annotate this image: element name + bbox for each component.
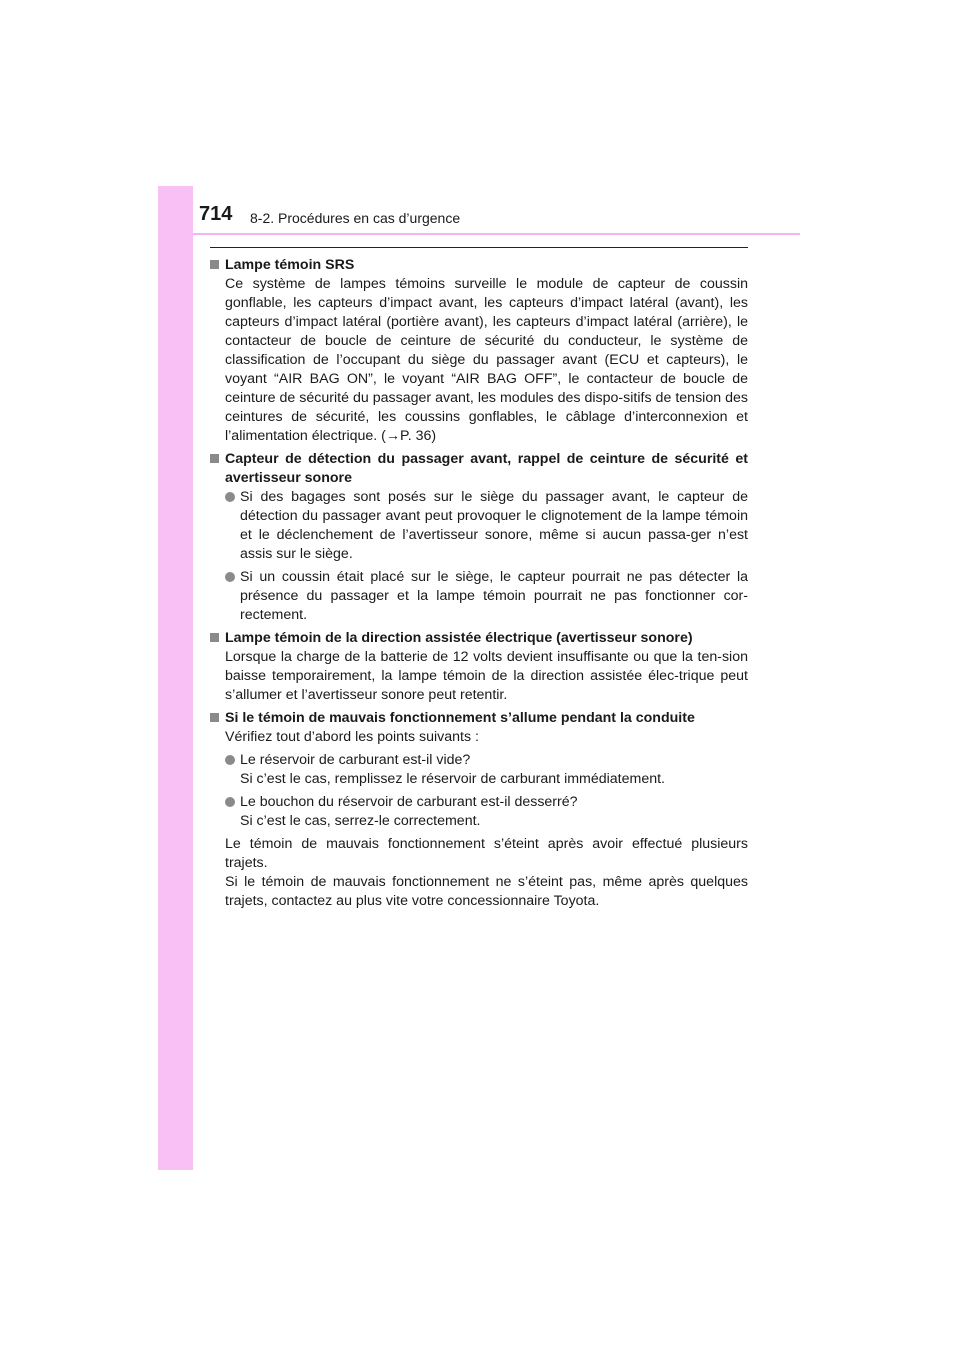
circle-bullet-icon [225, 492, 235, 502]
section-heading [210, 450, 748, 488]
section-paragraph: Ce système de lampes témoins surveille le module de capteur de coussin gonflable, les capteurs d’impact avant, les capteurs d’impact latéral (avant), les capteurs d’impact latéral (portière avant), les capteurs d’impact latéral (arrière), le contacteur de boucle de ceinture de sécurité du conducteur, le système de classification de l’occupant du siège du passager avant (ECU et capteurs), le voyant “AIR BAG ON”, le voyant “AIR BAG OFF”, le contacteur de boucle de ceinture de sécurité du passager avant, les modules des dispo-sitifs de tension des ceintures de sécurité, les coussins gonflables, le câblage d’interconnexion et l’alimentation électrique. (→P. 36) [225, 276, 748, 444]
page-number: 714 [199, 203, 233, 225]
check-answer: Si c’est le cas, serrez-le correctement. [240, 813, 481, 829]
section-heading [210, 629, 748, 648]
list-item-text: Si des bagages sont posés sur le siège du passager avant, le capteur de détection du passager avant peut provoquer le clignotement de la lampe témoin et le déclenchement de l’avertisseur sonore, même si aucun passa-ger n’est assis sur le siège. [240, 489, 748, 562]
chapter-tab-band [158, 186, 193, 1170]
square-bullet-icon [210, 633, 219, 642]
list-item-text [240, 751, 748, 789]
square-bullet-icon [210, 454, 219, 463]
section-heading [210, 709, 748, 728]
square-bullet-icon [210, 260, 219, 269]
circle-bullet-icon [225, 797, 235, 807]
content-divider [210, 247, 748, 248]
list-item [225, 793, 748, 831]
circle-bullet-icon [225, 755, 235, 765]
list-item [225, 488, 748, 564]
list-item [225, 568, 748, 625]
check-question: Le réservoir de carburant est-il vide? [240, 752, 471, 768]
list-item-text: Si un coussin était placé sur le siège, le capteur pourrait ne pas détecter la présence du passager et la lampe témoin pourrait ne pas fonctionner cor-rectement. [240, 569, 748, 623]
section-heading [210, 256, 748, 275]
section-malfunction-indicator [210, 709, 748, 911]
section-title: Lampe témoin de la direction assistée électrique (avertisseur sonore) [225, 630, 693, 646]
list-item [225, 751, 748, 789]
header-rule [193, 233, 800, 235]
section-paragraph: Lorsque la charge de la batterie de 12 volts devient insuffisante ou que la ten-sion baisse temporairement, la lampe témoin de la direction assistée élec-trique peut s’allumer et l’avertisseur sonore peut retentir. [225, 649, 748, 703]
section-intro: Vérifiez tout d’abord les points suivants : [225, 729, 479, 745]
chapter-title: 8-2. Procédures en cas d’urgence [250, 210, 461, 226]
section-outro: Si le témoin de mauvais fonctionnement ne s’éteint pas, même après quelques trajets, contactez au plus vite votre concessionnaire Toyota. [225, 874, 748, 909]
section-title: Capteur de détection du passager avant, rappel de ceinture de sécurité et avertisseur sonore [225, 451, 748, 486]
check-answer: Si c’est le cas, remplissez le réservoir de carburant immédiatement. [240, 771, 665, 787]
section-power-steering [210, 629, 748, 705]
circle-bullet-icon [225, 572, 235, 582]
section-srs-lamp [210, 256, 748, 446]
check-question: Le bouchon du réservoir de carburant est-il desserré? [240, 794, 578, 810]
section-title: Lampe témoin SRS [225, 257, 355, 273]
list-item-text [240, 793, 748, 831]
section-title: Si le témoin de mauvais fonctionnement s’allume pendant la conduite [225, 710, 695, 726]
page-content [210, 256, 748, 915]
section-passenger-sensor [210, 450, 748, 625]
square-bullet-icon [210, 713, 219, 722]
section-outro: Le témoin de mauvais fonctionnement s’éteint après avoir effectué plusieurs trajets. [225, 836, 748, 871]
